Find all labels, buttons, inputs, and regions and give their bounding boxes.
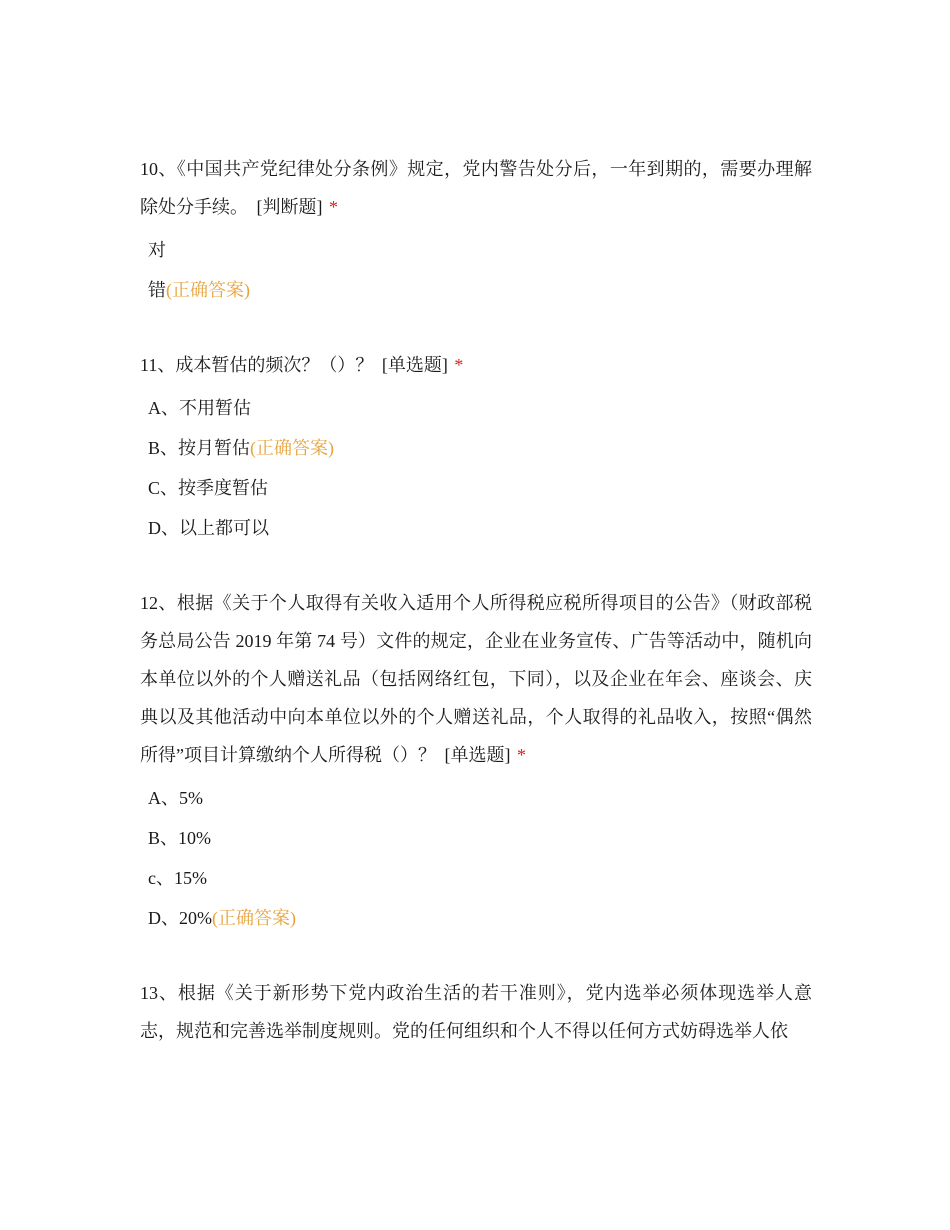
option-d[interactable] (140, 898, 812, 938)
question-stem: 12、根据《关于个人取得有关收入适用个人所得税应税所得项目的公告》（财政部税务总局公告 2019 年第 74 号）文件的规定，企业在业务宣传、广告等活动中，随机向本单位以外的个人赠送礼品（包括网络红包，下同），以及企业在年会、座谈会、庆典以及其他活动中向本单位以外的个人赠送礼品，个人取得的礼品收入，按照“偶然所得”项目计算缴纳个人所得税（）？ (140, 593, 812, 765)
question-10 (140, 150, 812, 310)
option-label: D、以上都可以 (148, 518, 269, 538)
option-label: 错 (148, 280, 166, 300)
question-13 (140, 974, 812, 1050)
question-stem: 11、成本暂估的频次？（）？ (140, 355, 374, 375)
correct-answer-tag: (正确答案) (250, 438, 335, 458)
question-type: [单选题] (444, 745, 511, 765)
question-11 (140, 346, 812, 548)
option-b[interactable] (140, 428, 812, 468)
option-false[interactable] (140, 270, 812, 310)
question-text (140, 150, 812, 226)
correct-answer-tag: (正确答案) (212, 908, 296, 928)
question-text (140, 974, 812, 1050)
option-b[interactable] (140, 818, 812, 858)
option-list (140, 230, 812, 310)
question-12 (140, 584, 812, 938)
option-label: 对 (148, 240, 166, 260)
option-d[interactable] (140, 508, 812, 548)
option-label: A、不用暂估 (148, 398, 251, 418)
option-true[interactable] (140, 230, 812, 270)
option-list (140, 388, 812, 548)
option-a[interactable] (140, 778, 812, 818)
option-a[interactable] (140, 388, 812, 428)
required-mark: * (454, 355, 464, 375)
option-list (140, 778, 812, 938)
required-mark: * (329, 197, 338, 217)
option-label: B、按月暂估 (148, 438, 251, 458)
option-c[interactable] (140, 858, 812, 898)
option-label: D、20% (148, 908, 212, 928)
question-text (140, 584, 812, 774)
option-label: B、10% (148, 828, 211, 848)
correct-answer-tag: (正确答案) (166, 280, 250, 300)
question-text (140, 346, 812, 384)
option-label: A、5% (148, 788, 203, 808)
question-type: [单选题] (381, 355, 448, 375)
option-label: c、15% (148, 868, 207, 888)
required-mark: * (517, 745, 526, 765)
option-c[interactable] (140, 468, 812, 508)
survey-page (140, 150, 812, 1050)
question-stem: 13、根据《关于新形势下党内政治生活的若干准则》，党内选举必须体现选举人意志，规范和完善选举制度规则。党的任何组织和个人不得以任何方式妨碍选举人依 (140, 983, 812, 1041)
question-stem: 10、《中国共产党纪律处分条例》规定，党内警告处分后，一年到期的，需要办理解除处分手续。 (140, 159, 812, 217)
option-label: C、按季度暂估 (148, 478, 269, 498)
question-type: [判断题] (256, 197, 323, 217)
